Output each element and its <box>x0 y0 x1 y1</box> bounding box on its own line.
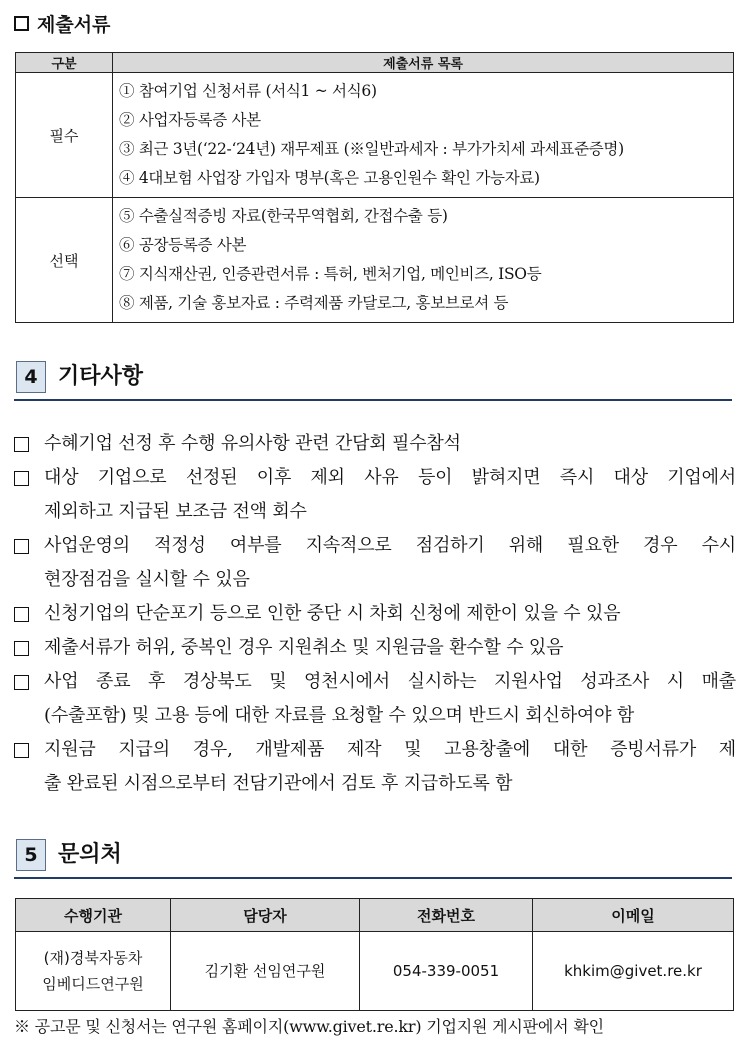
notice-line: 대상 기업으로 선정된 이후 제외 사유 등이 밝혀지면 즉시 대상 기업에서 <box>44 467 736 488</box>
notice-line: 출 완료된 시점으로부터 전담기관에서 검토 후 지급하도록 함 <box>44 773 513 794</box>
contact-table <box>15 898 734 1011</box>
list-item: ③ 최근 3년(‘22-‘24년) 재무제표 (※일반과세자 : 부가가치세 과세표준증명) <box>119 140 624 158</box>
notice-line: 현장점검을 실시할 수 있음 <box>44 569 250 590</box>
table-row-optional <box>16 198 734 323</box>
header-list: 제출서류 목록 <box>113 53 734 73</box>
category-optional: 선택 <box>16 198 113 323</box>
notice-line: 수혜기업 선정 후 수행 유의사항 관련 간담회 필수참석 <box>44 433 461 454</box>
table-row-required <box>16 73 734 198</box>
required-items <box>113 73 734 198</box>
notice-line: (수출포함) 및 고용 등에 대한 자료를 요청할 수 있으며 반드시 회신하여야 함 <box>44 705 635 726</box>
notice-line: 제외하고 지급된 보조금 전액 회수 <box>44 501 307 522</box>
section-5-title: 문의처 <box>58 842 122 867</box>
org-cell <box>16 932 171 1011</box>
section-4-title: 기타사항 <box>58 364 144 389</box>
checkbox-icon <box>14 675 29 690</box>
notice-item <box>14 597 736 631</box>
checkbox-icon <box>14 471 29 486</box>
header-phone: 전화번호 <box>360 899 533 932</box>
table-row <box>16 932 734 1011</box>
checkbox-icon <box>14 641 29 656</box>
section-4-number: 4 <box>16 361 46 393</box>
notice-line: 지원금 지급의 경우, 개발제품 제작 및 고용창출에 대한 증빙서류가 제 <box>44 739 736 760</box>
notice-item <box>14 461 736 529</box>
person-cell: 김기환 선임연구원 <box>171 932 360 1011</box>
header-email: 이메일 <box>533 899 734 932</box>
notice-item <box>14 529 736 597</box>
list-item: ① 참여기업 신청서류 (서식1 ~ 서식6) <box>119 82 377 100</box>
phone-cell: 054-339-0051 <box>360 932 533 1011</box>
checkbox-icon <box>14 437 29 452</box>
checkbox-icon <box>14 607 29 622</box>
list-item: ⑥ 공장등록증 사본 <box>119 236 247 254</box>
checkbox-icon <box>14 16 29 31</box>
section-5-header <box>14 837 732 879</box>
notice-item <box>14 427 736 461</box>
list-item: ⑦ 지식재산권, 인증관련서류 : 특허, 벤처기업, 메인비즈, ISO등 <box>119 265 542 283</box>
org-name-line1: (재)경북자동차 <box>43 949 143 967</box>
header-category: 구분 <box>16 53 113 73</box>
email-cell: khkim@givet.re.kr <box>533 932 734 1011</box>
notice-list <box>14 427 736 801</box>
list-item: ⑧ 제품, 기술 홍보자료 : 주력제품 카달로그, 홍보브로셔 등 <box>119 294 509 312</box>
notice-item <box>14 665 736 733</box>
section-4-header <box>14 359 732 401</box>
list-item: ② 사업자등록증 사본 <box>119 111 261 129</box>
footnote: ※ 공고문 및 신청서는 연구원 홈페이지(www.givet.re.kr) 기업지원 게시판에서 확인 <box>14 1017 604 1036</box>
notice-line: 사업 종료 후 경상북도 및 영천시에서 실시하는 지원사업 성과조사 시 매출 <box>44 671 736 692</box>
submission-title-text: 제출서류 <box>37 13 111 36</box>
list-item: ⑤ 수출실적증빙 자료(한국무역협회, 간접수출 등) <box>119 207 448 225</box>
notice-line: 사업운영의 적정성 여부를 지속적으로 점검하기 위해 필요한 경우 수시 <box>44 535 736 556</box>
submission-table <box>15 52 734 323</box>
checkbox-icon <box>14 539 29 554</box>
section-5-number: 5 <box>16 839 46 871</box>
header-person: 담당자 <box>171 899 360 932</box>
list-item: ④ 4대보험 사업장 가입자 명부(혹은 고용인원수 확인 가능자료) <box>119 169 540 187</box>
optional-items <box>113 198 734 323</box>
notice-item <box>14 733 736 801</box>
contact-table-header <box>16 899 734 932</box>
org-name-line2: 임베디드연구원 <box>42 975 144 993</box>
submission-title <box>14 10 110 36</box>
category-required: 필수 <box>16 73 113 198</box>
checkbox-icon <box>14 743 29 758</box>
submission-table-header <box>16 53 734 73</box>
header-org: 수행기관 <box>16 899 171 932</box>
notice-line: 제출서류가 허위, 중복인 경우 지원취소 및 지원금을 환수할 수 있음 <box>44 637 564 658</box>
notice-item <box>14 631 736 665</box>
notice-line: 신청기업의 단순포기 등으로 인한 중단 시 차회 신청에 제한이 있을 수 있음 <box>44 603 621 624</box>
